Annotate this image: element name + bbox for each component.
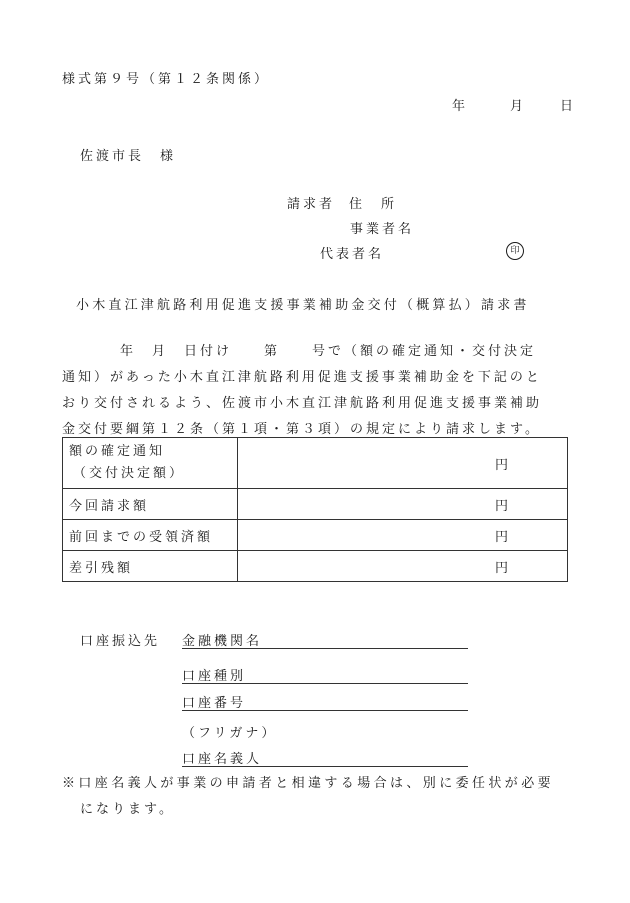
bank-transfer-label: 口座振込先	[80, 634, 161, 649]
date-year: 年	[452, 99, 469, 114]
seal-mark: 印	[506, 242, 524, 260]
row-label: 今回請求額	[63, 489, 238, 520]
note-line: ※口座名義人が事業の申請者と相違する場合は、別に委任状が必要	[62, 776, 555, 791]
address-label: 住 所	[349, 197, 398, 212]
amount-field[interactable]: 円	[238, 438, 568, 489]
body-paragraph	[62, 343, 568, 447]
amount-field[interactable]: 円	[238, 551, 568, 582]
row-label: 差引残額	[63, 551, 238, 582]
body-line: 年 月 日付け 第 号で（額の確定通知・交付決定	[120, 344, 537, 359]
requester-label: 請求者	[287, 197, 336, 212]
business-name-label: 事業者名	[350, 222, 415, 237]
honorific: 様	[160, 149, 177, 164]
amount-field[interactable]: 円	[238, 520, 568, 551]
body-line: おり交付されるよう、佐渡市小木直江津航路利用促進支援事業補助	[62, 396, 543, 411]
form-number: 様式第９号（第１２条関係）	[62, 72, 271, 87]
row-label-main: 額の確定通知	[69, 444, 166, 459]
table-row	[63, 551, 568, 582]
body-line: 金交付要綱第１２条（第１項・第３項）の規定により請求します。	[62, 422, 541, 437]
date-day: 日	[560, 99, 577, 114]
amount-table	[62, 437, 568, 582]
requester-address-row	[287, 193, 397, 212]
account-type-field[interactable]: 口座種別	[182, 665, 468, 684]
note-line: になります。	[80, 802, 175, 817]
row-label: 前回までの受領済額	[63, 520, 238, 551]
document-title: 小木直江津航路利用促進支援事業補助金交付（概算払）請求書	[76, 298, 530, 313]
bank-name-field[interactable]: 金融機関名	[182, 630, 468, 649]
furigana-label: （フリガナ）	[182, 726, 278, 741]
row-label	[63, 438, 238, 489]
account-number-field[interactable]: 口座番号	[182, 692, 468, 711]
row-label-sub: （交付決定額）	[73, 466, 186, 481]
table-row	[63, 489, 568, 520]
table-row	[63, 520, 568, 551]
amount-field[interactable]: 円	[238, 489, 568, 520]
table-row	[63, 438, 568, 489]
body-line: 通知）があった小木直江津航路利用促進支援事業補助金を下記のと	[62, 370, 542, 385]
date-month: 月	[510, 99, 527, 114]
addressee	[80, 145, 176, 164]
account-holder-field[interactable]: 口座名義人	[182, 748, 468, 767]
representative-label: 代表者名	[320, 247, 385, 262]
addressee-name: 佐渡市長	[80, 149, 145, 164]
